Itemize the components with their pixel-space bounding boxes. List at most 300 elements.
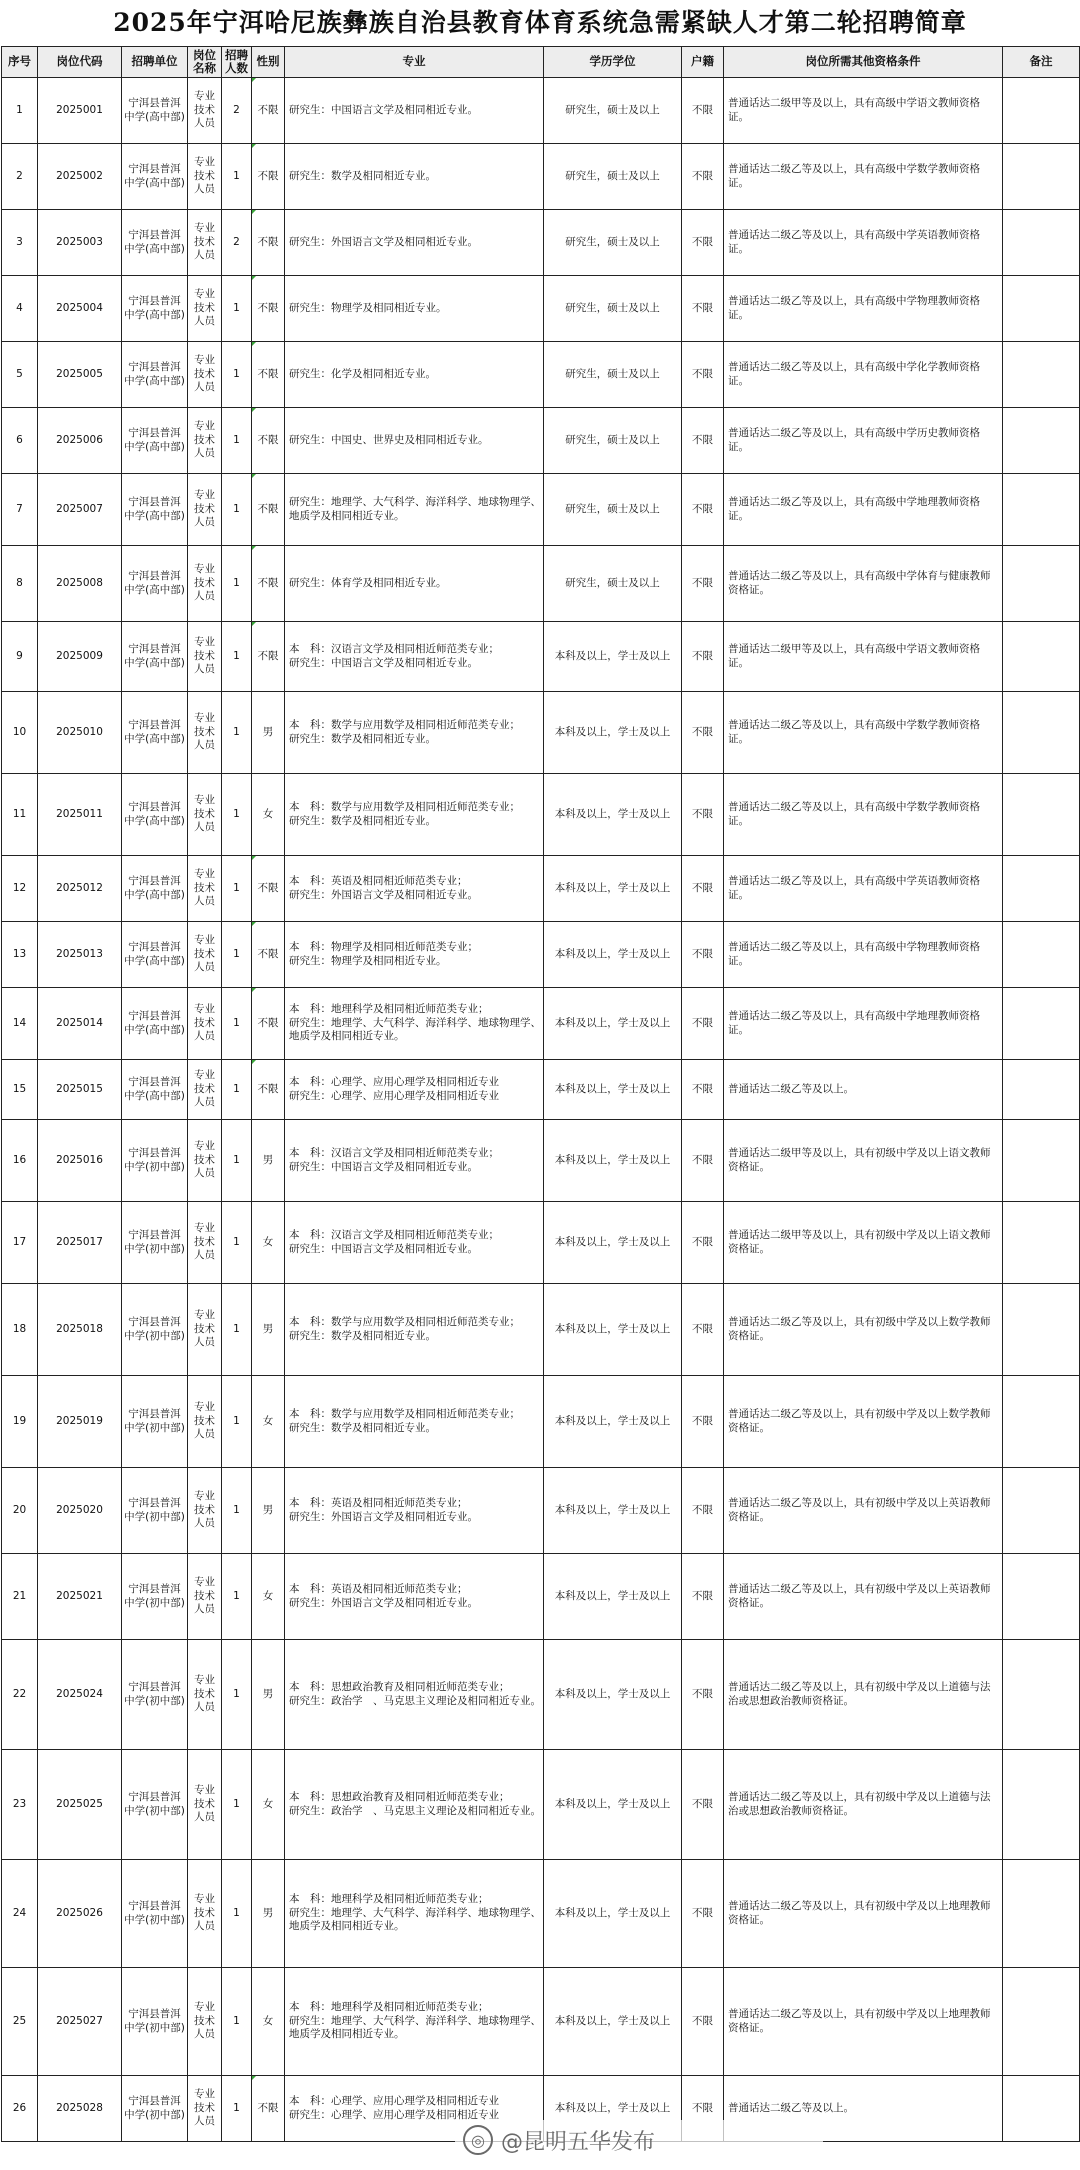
cell-conditions: [724, 342, 1003, 408]
major-text: 研究生：体育学及相同相近专业。: [289, 576, 447, 589]
cell-post-code-text: 2025003: [56, 235, 103, 248]
cell-index: [2, 2076, 38, 2142]
cell-education: [544, 546, 682, 622]
cell-education: [544, 1968, 682, 2076]
cell-hukou-text: 不限: [692, 1016, 713, 1029]
cell-post-code-text: 2025013: [56, 947, 103, 960]
major-text: 本 科：汉语言文学及相同相近师范类专业； 研究生：中国语言文学及相同相近专业。: [289, 1228, 499, 1255]
cell-note: [1003, 1284, 1080, 1376]
cell-education-text: 本科及以上，学士及以上: [554, 1797, 671, 1810]
cell-gender: [252, 276, 285, 342]
cell-index-text: 18: [12, 1322, 27, 1335]
table-row: [2, 1202, 1080, 1284]
cell-major: [285, 774, 544, 856]
cell-note: [1003, 1860, 1080, 1968]
cell-count-text: 1: [233, 1235, 240, 1248]
cell-count: [222, 408, 252, 474]
table-row: [2, 1554, 1080, 1640]
cell-major: [285, 1640, 544, 1750]
cell-index: [2, 1554, 38, 1640]
cell-post-code: [38, 276, 122, 342]
cell-index: [2, 474, 38, 546]
cell-index-text: 16: [12, 1153, 27, 1166]
cell-conditions: [724, 692, 1003, 774]
cell-education-text: 本科及以上，学士及以上: [554, 649, 671, 662]
cell-gender: [252, 1060, 285, 1120]
cell-post-name-text: 专业技术人员: [194, 2087, 215, 2128]
cell-major: [285, 1860, 544, 1968]
cell-count-text: 1: [233, 649, 240, 662]
major-text: 本 科：思想政治教育及相同相近师范类专业； 研究生：政治学 、马克思主义理论及相同相近专业。: [289, 1790, 541, 1817]
cell-gender-text: 不限: [257, 649, 279, 662]
cell-post-name: [188, 144, 222, 210]
cell-gender-text: 女: [262, 1589, 274, 1602]
recruitment-table: [1, 46, 1080, 2142]
cell-hukou-text: 不限: [692, 1797, 713, 1810]
cell-note: [1003, 1968, 1080, 2076]
cell-index-text: 24: [12, 1906, 27, 1919]
cell-gender: [252, 1468, 285, 1554]
cell-major: [285, 342, 544, 408]
cell-index: [2, 144, 38, 210]
cell-unit-text: 宁洱县普洱中学(高中部): [124, 426, 185, 453]
cell-conditions-text: 普通话达二级乙等及以上。: [728, 1082, 854, 1095]
cell-education-text: 研究生，硕士及以上: [565, 502, 660, 515]
cell-conditions-text: 普通话达二级乙等及以上，具有高级中学地理教师资格证。: [728, 495, 980, 522]
cell-education-text: 本科及以上，学士及以上: [554, 2014, 671, 2027]
cell-post-code: [38, 1468, 122, 1554]
cell-post-code: [38, 1554, 122, 1640]
major-text: 研究生：化学及相同相近专业。: [289, 367, 436, 380]
cell-conditions: [724, 78, 1003, 144]
cell-post-code: [38, 1860, 122, 1968]
table-row: [2, 78, 1080, 144]
cell-gender-text: 不限: [257, 502, 279, 515]
cell-gender: [252, 408, 285, 474]
major-text: 本 科：汉语言文学及相同相近师范类专业； 研究生：中国语言文学及相同相近专业。: [289, 642, 499, 669]
cell-gender: [252, 78, 285, 144]
column-header: 序号: [2, 47, 38, 78]
cell-post-name-text: 专业技术人员: [194, 562, 215, 603]
cell-conditions-text: 普通话达二级乙等及以上，具有高级中学物理教师资格证。: [728, 940, 980, 967]
cell-index-text: 17: [12, 1235, 27, 1248]
cell-conditions-text: 普通话达二级乙等及以上，具有高级中学历史教师资格证。: [728, 426, 980, 453]
cell-post-code: [38, 1060, 122, 1120]
cell-hukou-text: 不限: [692, 1153, 713, 1166]
cell-post-name-text: 专业技术人员: [194, 1400, 215, 1441]
cell-count: [222, 474, 252, 546]
cell-post-code-text: 2025028: [56, 2101, 103, 2114]
cell-education: [544, 1202, 682, 1284]
cell-post-code: [38, 1202, 122, 1284]
cell-post-code-text: 2025004: [56, 301, 103, 314]
cell-unit: [122, 408, 188, 474]
cell-conditions-text: 普通话达二级乙等及以上，具有高级中学地理教师资格证。: [728, 1009, 980, 1036]
cell-conditions: [724, 922, 1003, 988]
cell-post-name: [188, 342, 222, 408]
cell-unit-text: 宁洱县普洱中学(高中部): [124, 940, 185, 967]
cell-hukou: [682, 408, 724, 474]
cell-count: [222, 144, 252, 210]
cell-education: [544, 692, 682, 774]
cell-note: [1003, 1060, 1080, 1120]
cell-count-text: 1: [233, 367, 240, 380]
cell-index: [2, 1376, 38, 1468]
cell-major: [285, 856, 544, 922]
major-text: 研究生：地理学、大气科学、海洋科学、地球物理学、地质学及相同相近专业。: [289, 495, 541, 522]
cell-index: [2, 342, 38, 408]
cell-index-text: 3: [16, 235, 23, 248]
cell-unit: [122, 1750, 188, 1860]
cell-count-text: 1: [233, 1414, 240, 1427]
cell-education: [544, 774, 682, 856]
cell-count-text: 1: [233, 1503, 240, 1516]
cell-post-code-text: 2025024: [56, 1687, 103, 1700]
cell-gender-text: 男: [262, 1153, 274, 1166]
table-row: [2, 408, 1080, 474]
cell-hukou-text: 不限: [692, 103, 713, 116]
cell-education-text: 本科及以上，学士及以上: [554, 881, 671, 894]
cell-education: [544, 78, 682, 144]
cell-post-code: [38, 692, 122, 774]
cell-unit-text: 宁洱县普洱中学(初中部): [124, 1146, 185, 1173]
cell-post-code: [38, 1284, 122, 1376]
cell-index-text: 9: [16, 649, 23, 662]
cell-note: [1003, 622, 1080, 692]
cell-unit-text: 宁洱县普洱中学(高中部): [124, 228, 185, 255]
cell-count-text: 1: [233, 947, 240, 960]
cell-index: [2, 408, 38, 474]
cell-post-name: [188, 988, 222, 1060]
cell-note: [1003, 922, 1080, 988]
cell-post-name-text: 专业技术人员: [194, 1892, 215, 1933]
cell-unit-text: 宁洱县普洱中学(高中部): [124, 718, 185, 745]
cell-post-name-text: 专业技术人员: [194, 933, 215, 974]
cell-gender-text: 不限: [257, 947, 279, 960]
cell-note: [1003, 856, 1080, 922]
cell-education: [544, 474, 682, 546]
cell-education-text: 本科及以上，学士及以上: [554, 2101, 671, 2114]
cell-gender: [252, 1860, 285, 1968]
cell-post-name-text: 专业技术人员: [194, 1139, 215, 1180]
cell-hukou-text: 不限: [692, 807, 713, 820]
cell-hukou: [682, 1202, 724, 1284]
cell-conditions-text: 普通话达二级甲等及以上，具有初级中学及以上语文教师资格证。: [728, 1228, 991, 1255]
cell-hukou-text: 不限: [692, 1322, 713, 1335]
cell-education-text: 本科及以上，学士及以上: [554, 1589, 671, 1602]
cell-hukou: [682, 210, 724, 276]
cell-post-name-text: 专业技术人员: [194, 1783, 215, 1824]
cell-count-text: 1: [233, 807, 240, 820]
cell-hukou-text: 不限: [692, 169, 713, 182]
cell-index-text: 20: [12, 1503, 27, 1516]
table-row: [2, 622, 1080, 692]
cell-conditions: [724, 622, 1003, 692]
cell-index: [2, 988, 38, 1060]
cell-gender: [252, 988, 285, 1060]
cell-unit-text: 宁洱县普洱中学(高中部): [124, 360, 185, 387]
table-row: [2, 210, 1080, 276]
cell-index-text: 12: [12, 881, 27, 894]
cell-corner-marker: [252, 210, 256, 214]
cell-education: [544, 342, 682, 408]
cell-hukou: [682, 342, 724, 408]
cell-index: [2, 1968, 38, 2076]
cell-index: [2, 276, 38, 342]
table-row: [2, 1284, 1080, 1376]
cell-hukou-text: 不限: [692, 881, 713, 894]
cell-conditions: [724, 856, 1003, 922]
cell-count: [222, 1554, 252, 1640]
cell-index-text: 4: [16, 301, 23, 314]
cell-gender: [252, 474, 285, 546]
cell-note: [1003, 1554, 1080, 1640]
cell-gender-text: 男: [262, 1503, 274, 1516]
cell-conditions-text: 普通话达二级乙等及以上，具有高级中学体育与健康教师资格证。: [728, 569, 991, 596]
cell-gender-text: 男: [262, 1687, 274, 1700]
cell-hukou-text: 不限: [692, 301, 713, 314]
cell-conditions-text: 普通话达二级乙等及以上，具有初级中学及以上道德与法治或思想政治教师资格证。: [728, 1680, 991, 1707]
cell-unit: [122, 774, 188, 856]
cell-conditions-text: 普通话达二级乙等及以上，具有高级中学化学教师资格证。: [728, 360, 980, 387]
cell-education: [544, 622, 682, 692]
cell-unit-text: 宁洱县普洱中学(初中部): [124, 1496, 185, 1523]
cell-post-name-text: 专业技术人员: [194, 155, 215, 196]
cell-post-code-text: 2025005: [56, 367, 103, 380]
cell-unit: [122, 1860, 188, 1968]
cell-unit-text: 宁洱县普洱中学(高中部): [124, 294, 185, 321]
cell-gender: [252, 144, 285, 210]
cell-major: [285, 276, 544, 342]
cell-note: [1003, 144, 1080, 210]
cell-unit: [122, 2076, 188, 2142]
cell-unit: [122, 1376, 188, 1468]
cell-post-code-text: 2025017: [56, 1235, 103, 1248]
cell-conditions-text: 普通话达二级乙等及以上，具有初级中学及以上地理教师资格证。: [728, 1899, 991, 1926]
cell-unit: [122, 144, 188, 210]
cell-post-code-text: 2025012: [56, 881, 103, 894]
cell-unit-text: 宁洱县普洱中学(初中部): [124, 1790, 185, 1817]
cell-post-name: [188, 1060, 222, 1120]
document-title: 2025年宁洱哈尼族彝族自治县教育体育系统急需紧缺人才第二轮招聘简章: [113, 8, 967, 37]
cell-education-text: 本科及以上，学士及以上: [554, 1082, 671, 1095]
cell-major: [285, 546, 544, 622]
cell-gender-text: 女: [262, 1414, 274, 1427]
cell-note: [1003, 210, 1080, 276]
cell-unit: [122, 922, 188, 988]
table-row: [2, 1120, 1080, 1202]
column-header: 岗位所需其他资格条件: [724, 47, 1003, 78]
cell-count-text: 1: [233, 169, 240, 182]
cell-note: [1003, 474, 1080, 546]
cell-index: [2, 210, 38, 276]
cell-gender: [252, 1120, 285, 1202]
cell-index-text: 11: [12, 807, 27, 820]
cell-post-name: [188, 1468, 222, 1554]
cell-post-name: [188, 276, 222, 342]
cell-post-name: [188, 1202, 222, 1284]
cell-conditions-text: 普通话达二级乙等及以上，具有初级中学及以上道德与法治或思想政治教师资格证。: [728, 1790, 991, 1817]
cell-count: [222, 1750, 252, 1860]
cell-post-name: [188, 1376, 222, 1468]
cell-unit-text: 宁洱县普洱中学(初中部): [124, 1407, 185, 1434]
cell-post-code: [38, 144, 122, 210]
cell-post-code-text: 2025014: [56, 1016, 103, 1029]
cell-unit: [122, 692, 188, 774]
cell-education-text: 本科及以上，学士及以上: [554, 725, 671, 738]
column-header: 岗位代码: [38, 47, 122, 78]
cell-hukou-text: 不限: [692, 1687, 713, 1700]
cell-post-code-text: 2025016: [56, 1153, 103, 1166]
cell-post-code: [38, 1968, 122, 2076]
cell-major: [285, 1750, 544, 1860]
cell-post-code: [38, 922, 122, 988]
cell-hukou: [682, 988, 724, 1060]
cell-count-text: 1: [233, 502, 240, 515]
cell-education: [544, 1376, 682, 1468]
table-row: [2, 1468, 1080, 1554]
table-row: [2, 988, 1080, 1060]
cell-gender: [252, 1554, 285, 1640]
cell-note: [1003, 342, 1080, 408]
cell-post-code: [38, 408, 122, 474]
cell-hukou: [682, 1750, 724, 1860]
cell-index: [2, 622, 38, 692]
cell-major: [285, 1120, 544, 1202]
cell-count: [222, 622, 252, 692]
cell-unit: [122, 474, 188, 546]
cell-conditions-text: 普通话达二级甲等及以上，具有初级中学及以上语文教师资格证。: [728, 1146, 991, 1173]
cell-index: [2, 546, 38, 622]
cell-gender-text: 女: [262, 1235, 274, 1248]
cell-gender-text: 不限: [257, 169, 279, 182]
cell-post-code: [38, 1120, 122, 1202]
cell-post-code: [38, 856, 122, 922]
cell-corner-marker: [252, 1060, 256, 1064]
cell-post-name: [188, 622, 222, 692]
cell-count-text: 1: [233, 301, 240, 314]
cell-count: [222, 210, 252, 276]
cell-gender-text: 不限: [257, 1016, 279, 1029]
cell-post-name: [188, 1120, 222, 1202]
table-row: [2, 774, 1080, 856]
cell-major: [285, 1468, 544, 1554]
cell-conditions: [724, 1060, 1003, 1120]
cell-note: [1003, 78, 1080, 144]
cell-unit-text: 宁洱县普洱中学(初中部): [124, 1315, 185, 1342]
cell-unit: [122, 1284, 188, 1376]
cell-education-text: 本科及以上，学士及以上: [554, 1322, 671, 1335]
table-row: [2, 474, 1080, 546]
cell-count-text: 1: [233, 725, 240, 738]
cell-index-text: 10: [12, 725, 27, 738]
cell-count: [222, 692, 252, 774]
cell-education: [544, 1284, 682, 1376]
cell-conditions-text: 普通话达二级乙等及以上，具有高级中学英语教师资格证。: [728, 874, 980, 901]
cell-unit-text: 宁洱县普洱中学(初中部): [124, 2007, 185, 2034]
cell-post-name: [188, 1968, 222, 2076]
cell-conditions: [724, 774, 1003, 856]
watermark: [455, 2120, 823, 2160]
cell-education-text: 本科及以上，学士及以上: [554, 1414, 671, 1427]
cell-count-text: 1: [233, 1589, 240, 1602]
cell-gender-text: 男: [262, 1906, 274, 1919]
cell-index-text: 1: [16, 103, 23, 116]
cell-gender-text: 不限: [257, 367, 279, 380]
cell-conditions: [724, 546, 1003, 622]
cell-note: [1003, 1202, 1080, 1284]
cell-index-text: 8: [16, 576, 23, 589]
cell-index-text: 25: [12, 2014, 27, 2027]
cell-hukou-text: 不限: [692, 502, 713, 515]
cell-education: [544, 1468, 682, 1554]
cell-unit-text: 宁洱县普洱中学(高中部): [124, 162, 185, 189]
cell-unit: [122, 1968, 188, 2076]
cell-hukou-text: 不限: [692, 1235, 713, 1248]
cell-count: [222, 1202, 252, 1284]
major-text: 本 科：汉语言文学及相同相近师范类专业； 研究生：中国语言文学及相同相近专业。: [289, 1146, 499, 1173]
watermark-text: @昆明五华发布: [501, 2129, 656, 2155]
cell-post-name-text: 专业技术人员: [194, 635, 215, 676]
cell-unit: [122, 856, 188, 922]
cell-unit: [122, 210, 188, 276]
cell-gender: [252, 856, 285, 922]
cell-post-code: [38, 474, 122, 546]
cell-education: [544, 144, 682, 210]
cell-count-text: 1: [233, 1797, 240, 1810]
cell-count: [222, 1640, 252, 1750]
cell-count-text: 1: [233, 1687, 240, 1700]
cell-major: [285, 1060, 544, 1120]
cell-hukou-text: 不限: [692, 649, 713, 662]
cell-post-name-text: 专业技术人员: [194, 1002, 215, 1043]
table-row: [2, 342, 1080, 408]
cell-unit-text: 宁洱县普洱中学(高中部): [124, 1075, 185, 1102]
cell-hukou-text: 不限: [692, 947, 713, 960]
cell-post-name-text: 专业技术人员: [194, 1308, 215, 1349]
cell-gender-text: 不限: [257, 103, 279, 116]
cell-post-code-text: 2025006: [56, 433, 103, 446]
cell-unit-text: 宁洱县普洱中学(高中部): [124, 569, 185, 596]
cell-major: [285, 692, 544, 774]
column-header: 学历学位: [544, 47, 682, 78]
cell-hukou: [682, 622, 724, 692]
cell-note: [1003, 1376, 1080, 1468]
cell-conditions: [724, 144, 1003, 210]
cell-major: [285, 922, 544, 988]
cell-index-text: 19: [12, 1414, 27, 1427]
table-row: [2, 1968, 1080, 2076]
cell-education-text: 本科及以上，学士及以上: [554, 1687, 671, 1700]
cell-conditions: [724, 1554, 1003, 1640]
cell-post-name: [188, 1860, 222, 1968]
cell-conditions-text: 普通话达二级乙等及以上，具有高级中学物理教师资格证。: [728, 294, 980, 321]
cell-unit-text: 宁洱县普洱中学(高中部): [124, 642, 185, 669]
cell-post-name: [188, 1750, 222, 1860]
cell-count: [222, 546, 252, 622]
cell-hukou-text: 不限: [692, 1906, 713, 1919]
cell-unit: [122, 1120, 188, 1202]
cell-unit: [122, 1554, 188, 1640]
table-row: [2, 1640, 1080, 1750]
column-header: 备注: [1003, 47, 1080, 78]
cell-post-code-text: 2025011: [56, 807, 103, 820]
cell-conditions: [724, 1376, 1003, 1468]
cell-gender: [252, 546, 285, 622]
cell-education-text: 研究生，硕士及以上: [565, 169, 660, 182]
cell-count-text: 2: [233, 103, 240, 116]
cell-count: [222, 1060, 252, 1120]
